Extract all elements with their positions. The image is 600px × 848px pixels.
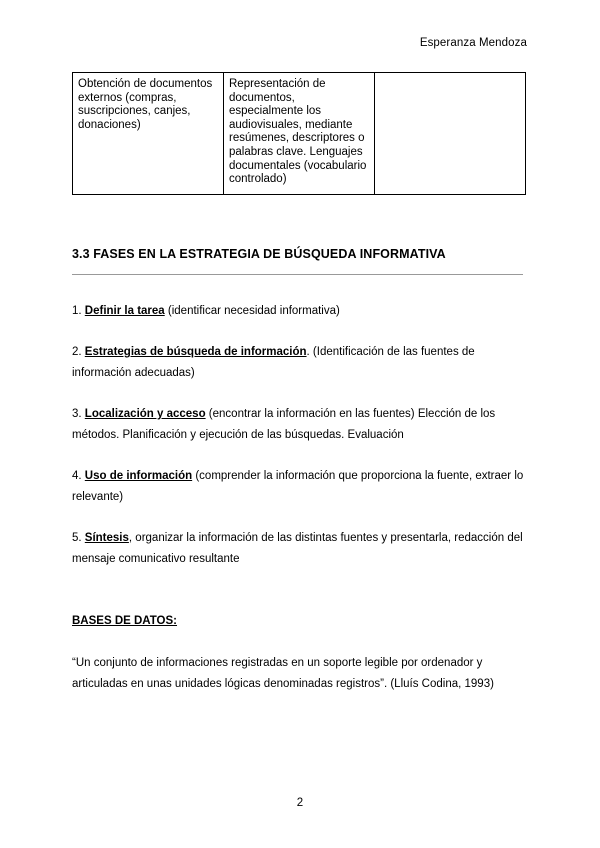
table-cell bbox=[375, 73, 526, 195]
phase-description: (identificar necesidad informativa) bbox=[164, 305, 340, 317]
page-number: 2 bbox=[296, 797, 304, 809]
phase-4 bbox=[72, 466, 532, 508]
phase-keyword: Estrategias de búsqueda de información bbox=[84, 346, 307, 358]
phase-1 bbox=[72, 301, 532, 322]
phase-number: 1. bbox=[72, 305, 85, 317]
phase-number: 2. bbox=[72, 346, 85, 358]
phase-description: (comprender la información que proporciona la fuente, extraer lo relevante) bbox=[72, 470, 524, 503]
phase-keyword: Síntesis bbox=[84, 532, 129, 544]
bases-title: BASES DE DATOS: bbox=[72, 615, 178, 627]
phase-3 bbox=[72, 404, 532, 446]
phase-number: 4. bbox=[72, 470, 85, 482]
phase-keyword: Definir la tarea bbox=[84, 305, 165, 317]
phase-number: 5. bbox=[72, 532, 85, 544]
phase-description: . (Identificación de las fuentes de información adecuadas) bbox=[72, 346, 475, 379]
phase-5 bbox=[72, 528, 532, 570]
table-cell: Representación de documentos, especialmente los audiovisuales, mediante resúmenes, descriptores o palabras clave. Lenguajes documentales (vocabulario controlado) bbox=[224, 73, 375, 195]
section-title: 3.3 FASES EN LA ESTRATEGIA DE BÚSQUEDA INFORMATIVA bbox=[72, 247, 446, 261]
bases-quote: “Un conjunto de informaciones registradas en un soporte legible por ordenador y articuladas en unas unidades lógicas denominadas registros”. (Lluís Codina, 1993) bbox=[72, 657, 494, 690]
phase-2 bbox=[72, 342, 532, 384]
section-divider bbox=[72, 274, 523, 275]
table-cell: Obtención de documentos externos (compras, suscripciones, canjes, donaciones) bbox=[73, 73, 224, 195]
document-table bbox=[72, 72, 526, 195]
phase-number: 3. bbox=[72, 408, 85, 420]
phase-keyword: Uso de información bbox=[84, 470, 193, 482]
phase-description: , organizar la información de las distintas fuentes y presentarla, redacción del mensaje comunicativo resultante bbox=[72, 532, 523, 565]
header-author: Esperanza Mendoza bbox=[419, 37, 527, 49]
phase-keyword: Localización y acceso bbox=[84, 408, 206, 420]
phase-description: (encontrar la información en las fuentes) Elección de los métodos. Planificación y ejecución de las búsquedas. Evaluación bbox=[72, 408, 496, 441]
table-row bbox=[73, 73, 526, 195]
